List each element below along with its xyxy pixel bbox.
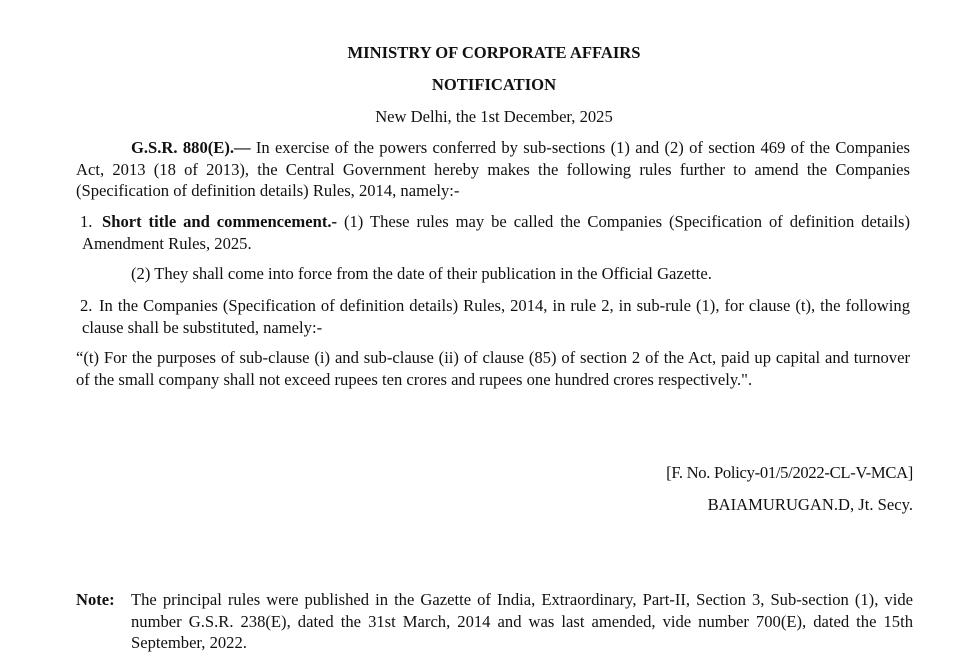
preamble-text: In exercise of the powers conferred by sub-sections (1) and (2) of section 469 of the Companies Act, 2013 (18 of 2013), the Central Government hereby makes the following rules further to amend the Companies (Specification of definition details) Rules, 2014, namely:- (76, 138, 910, 200)
note-label: Note: (76, 590, 115, 609)
gsr-number: G.S.R. 880(E).— (131, 138, 251, 157)
rule1-title: Short title and commencement.- (102, 212, 338, 231)
clause-t-paragraph: “(t) For the purposes of sub-clause (i) and sub-clause (ii) of clause (85) of section 2 of the Act, paid up capital and turnover of the small company shall not exceed rupees ten crores and rupees one hundred crores respectively.". (76, 348, 910, 389)
file-number: [F. No. Policy-01/5/2022-CL-V-MCA] (666, 463, 913, 482)
rule2-number: 2. (80, 296, 93, 315)
notification-heading: NOTIFICATION (431, 75, 557, 94)
rule2-paragraph: In the Companies (Specification of definition details) Rules, 2014, in rule 2, in sub-rule (1), for clause (t), the following clause shall be substituted, namely:- (82, 296, 910, 337)
rule1-number: 1. (80, 212, 93, 231)
note-text: The principal rules were published in the Gazette of India, Extraordinary, Part-II, Section 3, Sub-section (1), vide number G.S.R. 238(E), dated the 31st March, 2014 and was last amended, vide number 700(E), dated the 15th September, 2022. (131, 590, 913, 652)
signatory: BAIAMURUGAN.D, Jt. Secy. (707, 495, 913, 514)
rule1-text: (1) These rules may be called the Companies (Specification of definition details) Amendment Rules, 2025. (82, 212, 911, 253)
place-date: New Delhi, the 1st December, 2025 (375, 107, 613, 126)
ministry-heading: MINISTRY OF CORPORATE AFFAIRS (347, 43, 641, 62)
rule1-paragraph (82, 211, 910, 254)
rule1-subrule2: (2) They shall come into force from the date of their publication in the Official Gazette. (131, 264, 712, 283)
preamble-paragraph (76, 137, 910, 202)
